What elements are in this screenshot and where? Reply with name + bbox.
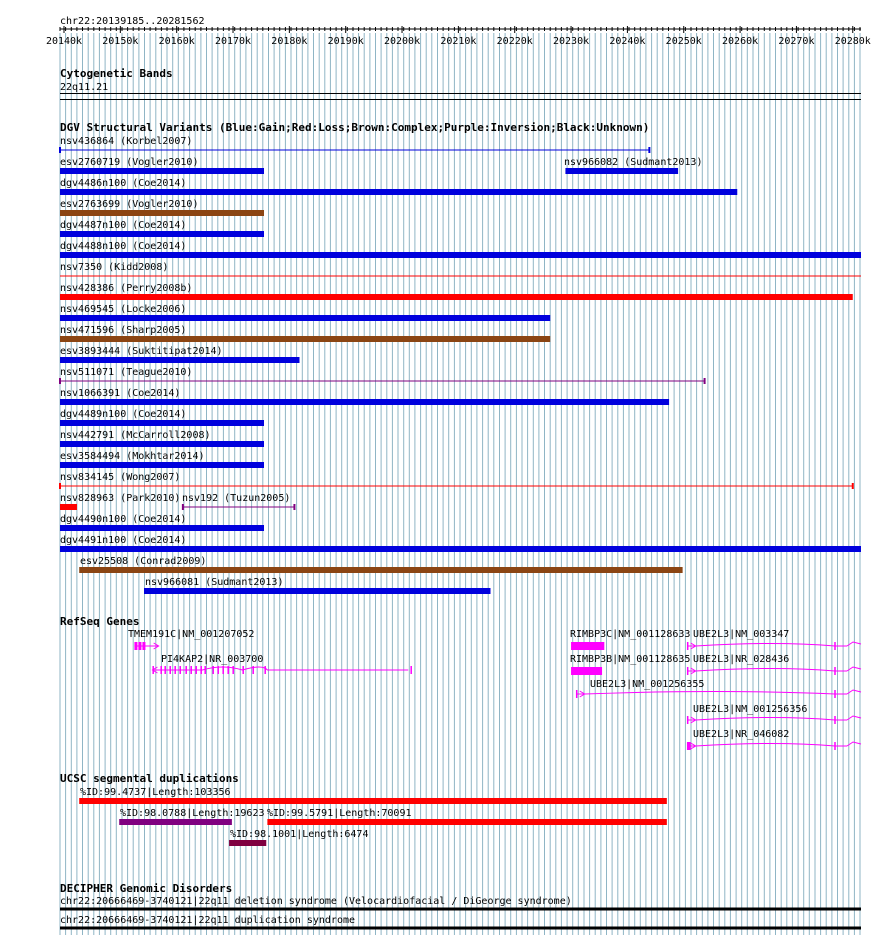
gene-exon[interactable] — [688, 742, 691, 750]
ruler-tick-label: 20220k — [496, 36, 533, 47]
dgv-variant-label: dgv4491n100 (Coe2014) — [60, 535, 187, 546]
gene-exon[interactable] — [242, 666, 244, 674]
dgv-variant-label: nsv828963 (Park2010) — [60, 493, 181, 504]
refseq-gene-label: UBE2L3|NR_028436 — [693, 654, 790, 665]
ruler-tick-label: 20190k — [327, 36, 364, 47]
refseq-gene-label: PI4KAP2|NR_003700 — [161, 654, 264, 665]
gene-exon[interactable] — [212, 666, 214, 674]
dgv-variant-label: nsv428386 (Perry2008b) — [60, 283, 193, 294]
dgv-variant-label: esv25508 (Conrad2009) — [80, 556, 207, 567]
dgv-variant-label: nsv966081 (Sudmant2013) — [145, 577, 284, 588]
decipher-label: chr22:20666469-3740121|22q11 duplication syndrome — [60, 915, 356, 926]
dgv-variant-label: esv2760719 (Vogler2010) — [60, 157, 199, 168]
gene-intron — [688, 718, 847, 721]
dgv-variant-label: dgv4489n100 (Coe2014) — [60, 409, 187, 420]
ruler-tick-label: 20210k — [440, 36, 477, 47]
gene-exon[interactable] — [142, 642, 145, 650]
refseq-track — [128, 629, 861, 750]
ruler-tick-label: 20270k — [778, 36, 815, 47]
ruler-tick-label: 20250k — [665, 36, 702, 47]
dgv-variant-bar[interactable] — [60, 168, 264, 174]
ruler-tick-label: 20240k — [609, 36, 646, 47]
segdup-title: UCSC segmental duplications — [60, 772, 239, 785]
segdup-bar[interactable] — [79, 798, 667, 804]
gene-exon[interactable] — [190, 666, 192, 674]
dgv-variant-bar[interactable] — [60, 357, 300, 363]
ruler-tick-label: 20280k — [834, 36, 871, 47]
dgv-variant-bar[interactable] — [79, 567, 682, 573]
gene-exon[interactable] — [174, 666, 176, 674]
ruler-tick-label: 20140k — [45, 36, 83, 47]
refseq-gene-label: TMEM191C|NM_001207052 — [128, 629, 255, 640]
gene-exon[interactable] — [227, 666, 229, 674]
dgv-variant-label: nsv192 (Tuzun2005) — [182, 493, 291, 504]
dgv-variant-label: nsv966082 (Sudmant2013) — [564, 157, 703, 168]
gene-exon[interactable] — [179, 666, 181, 674]
ruler-tick-label: 20260k — [722, 36, 759, 47]
dgv-variant-label: nsv7350 (Kidd2008) — [60, 262, 169, 273]
decipher-bar[interactable] — [60, 927, 861, 930]
segdup-label: %ID:99.5791|Length:70091 — [267, 808, 412, 819]
dgv-variant-label: esv2763699 (Vogler2010) — [60, 199, 199, 210]
dgv-variant-label: nsv442791 (McCarroll2008) — [60, 430, 211, 441]
dgv-variant-label: dgv4488n100 (Coe2014) — [60, 241, 187, 252]
refseq-gene-label: RIMBP3B|NM_001128635 — [570, 654, 691, 665]
dgv-variant-bar[interactable] — [60, 420, 264, 426]
gene-exon[interactable] — [571, 667, 602, 675]
decipher-title: DECIPHER Genomic Disorders — [60, 882, 233, 895]
ruler-tick-label: 20200k — [383, 36, 421, 47]
dgv-variant-label: nsv436864 (Korbel2007) — [60, 136, 193, 147]
refseq-title: RefSeq Genes — [60, 615, 140, 628]
dgv-variant-bar[interactable] — [60, 252, 861, 258]
dgv-variant-bar[interactable] — [60, 399, 669, 405]
cytoband-label: 22q11.21 — [60, 82, 109, 93]
gene-exon[interactable] — [410, 666, 412, 674]
segdup-bar[interactable] — [229, 840, 266, 846]
ruler-tick-label: 20230k — [552, 36, 590, 47]
decipher-bar[interactable] — [60, 908, 861, 911]
refseq-gene-label: UBE2L3|NM_001256356 — [693, 704, 808, 715]
gene-exon[interactable] — [252, 666, 254, 674]
dgv-variant-label: esv3893444 (Suktitipat2014) — [60, 346, 223, 357]
gene-exon[interactable] — [160, 666, 162, 674]
dgv-variant-label: nsv834145 (Wong2007) — [60, 472, 181, 483]
segdup-bar[interactable] — [267, 819, 666, 825]
refseq-gene-label: UBE2L3|NR_046082 — [693, 729, 790, 740]
dgv-variant-bar[interactable] — [60, 441, 264, 447]
ruler-tick-label: 20160k — [158, 36, 195, 47]
segdup-label: %ID:98.1001|Length:6474 — [230, 829, 369, 840]
dgv-variant-bar[interactable] — [60, 504, 77, 510]
gene-intron — [577, 692, 847, 695]
dgv-variant-label: nsv1066391 (Coe2014) — [60, 388, 181, 399]
gene-exon[interactable] — [571, 642, 604, 650]
gene-exon[interactable] — [164, 666, 166, 674]
dgv-variant-label: dgv4490n100 (Coe2014) — [60, 514, 187, 525]
ruler-tick-label: 20150k — [102, 36, 139, 47]
gene-exon[interactable] — [169, 666, 171, 674]
dgv-variant-label: esv3584494 (Mokhtar2014) — [60, 451, 205, 462]
gene-intron — [688, 644, 847, 647]
gene-exon[interactable] — [222, 666, 224, 674]
refseq-gene-label: UBE2L3|NM_001256355 — [590, 679, 705, 690]
segdup-label: %ID:98.0788|Length:19623 — [120, 808, 265, 819]
gene-exon[interactable] — [185, 666, 187, 674]
gene-exon[interactable] — [200, 666, 202, 674]
cytoband-line-top — [60, 93, 861, 94]
dgv-variant-label: dgv4486n100 (Coe2014) — [60, 178, 187, 189]
cytoband-title: Cytogenetic Bands — [60, 67, 173, 80]
dgv-variant-bar[interactable] — [60, 462, 264, 468]
gene-exon[interactable] — [195, 666, 197, 674]
gene-intron — [688, 669, 847, 672]
dgv-variant-bar[interactable] — [144, 588, 490, 594]
gene-exon[interactable] — [264, 666, 266, 674]
ruler-tick-label: 20180k — [271, 36, 308, 47]
dgv-variant-bar[interactable] — [60, 294, 853, 300]
dgv-variant-label: nsv469545 (Locke2006) — [60, 304, 187, 315]
dgv-variant-label: dgv4487n100 (Coe2014) — [60, 220, 187, 231]
gene-exon[interactable] — [138, 642, 141, 650]
ruler-tick-label: 20170k — [214, 36, 252, 47]
dgv-variant-bar[interactable] — [60, 546, 861, 552]
gene-exon[interactable] — [134, 642, 137, 650]
range-label: chr22:20139185..20281562 — [60, 16, 205, 27]
gene-intron — [688, 744, 847, 747]
dgv-variant-bar[interactable] — [60, 189, 737, 195]
dgv-variant-bar[interactable] — [60, 315, 550, 321]
dgv-variant-label: nsv471596 (Sharp2005) — [60, 325, 187, 336]
gene-exon[interactable] — [232, 666, 234, 674]
dgv-variant-bar[interactable] — [60, 336, 550, 342]
cytoband-line-bottom — [60, 99, 861, 100]
dgv-variant-bar[interactable] — [60, 525, 264, 531]
dgv-variant-bar[interactable] — [60, 210, 264, 216]
segdup-bar[interactable] — [119, 819, 232, 825]
dgv-variant-bar[interactable] — [60, 231, 264, 237]
dgv-variant-bar[interactable] — [565, 168, 678, 174]
gene-exon[interactable] — [217, 666, 219, 674]
dgv-title: DGV Structural Variants (Blue:Gain;Red:Loss;Brown:Complex;Purple:Inversion;Black:Unknown) — [60, 121, 650, 134]
refseq-gene-label: UBE2L3|NM_003347 — [693, 629, 790, 640]
dgv-variant-label: nsv511071 (Teague2010) — [60, 367, 193, 378]
segdup-label: %ID:99.4737|Length:103356 — [80, 787, 231, 798]
refseq-gene-label: RIMBP3C|NM_001128633 — [570, 629, 691, 640]
gene-exon[interactable] — [204, 666, 206, 674]
decipher-label: chr22:20666469-3740121|22q11 deletion syndrome (Velocardiofacial / DiGeorge syndrome) — [60, 896, 572, 907]
